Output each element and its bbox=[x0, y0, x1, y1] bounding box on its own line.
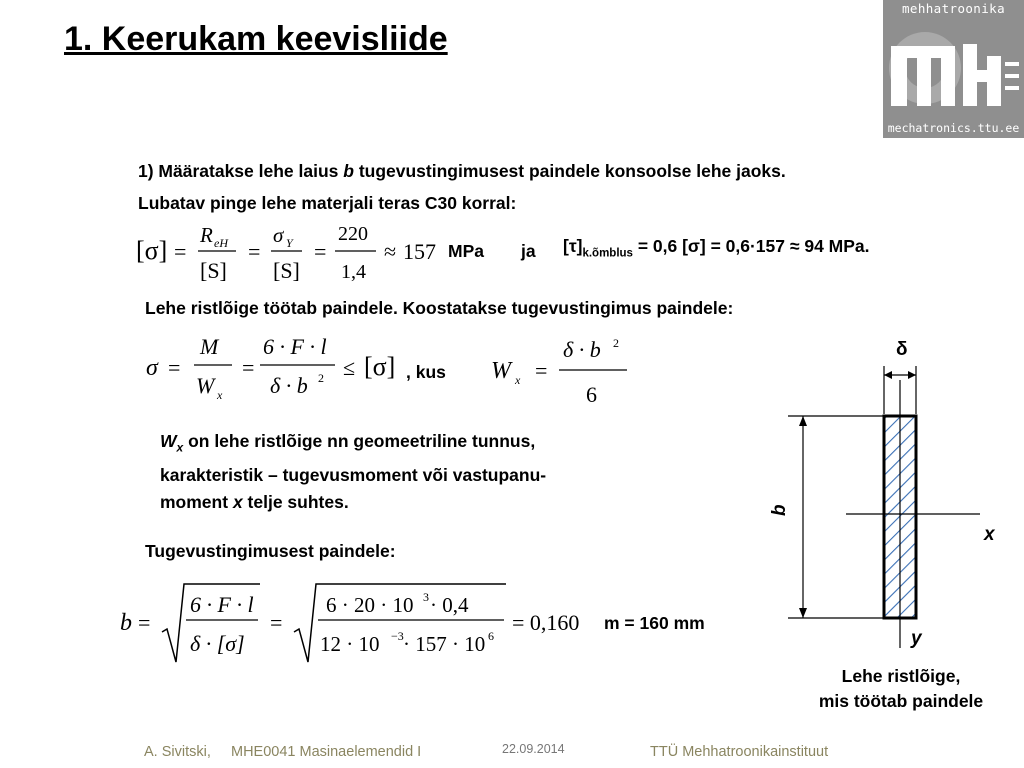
width-calculation-equation bbox=[112, 576, 602, 668]
allowable-stress-equation bbox=[130, 218, 550, 288]
footer-date: 22.09.2014 bbox=[502, 742, 565, 756]
svg-text:[σ]: [σ] bbox=[364, 352, 396, 381]
svg-text:6 · F · l: 6 · F · l bbox=[263, 334, 327, 359]
wx-description: $W_x$ on lehe ristlõige nn geomeetriline tunnus, karakteristik – tugevusmoment või vastupanu- moment x telje suhtes. bbox=[160, 431, 547, 512]
svg-text:=: = bbox=[138, 610, 151, 635]
weld-allowable-stress: $[\tau]_{k.õmblus} = 0,6$ [σ] = 0,6·157 ≈ 94 MPa. bbox=[563, 236, 870, 260]
strength-intro: Tugevustingimusest paindele: bbox=[145, 541, 396, 561]
eq1-lhs: [σ] bbox=[136, 236, 168, 265]
svg-text:=: = bbox=[270, 610, 283, 635]
svg-text:M: M bbox=[200, 334, 219, 359]
svg-text:12 · 10: 12 · 10 bbox=[320, 632, 380, 656]
svg-text:σ: σ bbox=[146, 355, 158, 381]
delta-label: δ bbox=[896, 339, 908, 360]
svg-text:−3: −3 bbox=[391, 629, 404, 643]
svg-text:Y: Y bbox=[286, 236, 293, 250]
svg-text:=: = bbox=[535, 358, 548, 383]
x-label: x bbox=[984, 524, 995, 545]
bending-strength-equation bbox=[140, 328, 480, 408]
svg-text:≈: ≈ bbox=[384, 239, 397, 264]
svg-text:eH: eH bbox=[214, 236, 228, 250]
svg-text:δ · [σ]: δ · [σ] bbox=[190, 631, 245, 656]
bending-intro: Lehe ristlõige töötab paindele. Koostatakse tugevustingimus paindele: bbox=[145, 298, 734, 318]
footer-author: A. Sivitski, bbox=[144, 744, 211, 760]
svg-text:6 · 20 · 10: 6 · 20 · 10 bbox=[326, 593, 414, 617]
svg-text:6 · F · l: 6 · F · l bbox=[190, 592, 254, 617]
b-label: b bbox=[769, 504, 790, 516]
svg-text:b: b bbox=[120, 610, 132, 636]
diagram-caption: Lehe ristlõige, mis töötab paindele bbox=[818, 666, 984, 711]
svg-text:3: 3 bbox=[423, 590, 429, 604]
svg-text:δ · b: δ · b bbox=[270, 373, 308, 398]
footer-course: MHE0041 Masinaelemendid I bbox=[231, 744, 422, 760]
logo bbox=[883, 0, 1024, 138]
cross-section-diagram bbox=[760, 330, 1024, 660]
svg-text:6: 6 bbox=[488, 629, 494, 643]
svg-text:R: R bbox=[200, 223, 213, 247]
svg-text:W: W bbox=[196, 373, 215, 398]
logo-top-text: mehhatroonika bbox=[901, 1, 1006, 16]
svg-text:σ: σ bbox=[273, 223, 284, 247]
svg-text:2: 2 bbox=[613, 336, 619, 350]
svg-text:=: = bbox=[174, 239, 187, 264]
svg-text:[S]: [S] bbox=[200, 258, 227, 283]
svg-text:=: = bbox=[242, 355, 255, 380]
eq2-kus: , kus bbox=[406, 362, 446, 382]
svg-text:1,4: 1,4 bbox=[341, 261, 366, 283]
logo-bottom-text: mechatronics.ttu.ee bbox=[887, 121, 1020, 135]
svg-text:157: 157 bbox=[403, 239, 436, 264]
svg-text:=: = bbox=[168, 355, 181, 380]
svg-text:x: x bbox=[217, 388, 223, 402]
svg-text:· 0,4: · 0,4 bbox=[430, 593, 469, 617]
width-result-mm: m = 160 mm bbox=[604, 613, 705, 633]
svg-text:[S]: [S] bbox=[273, 258, 300, 283]
svg-text:=: = bbox=[314, 239, 327, 264]
intro-line-2: Lubatav pinge lehe materjali teras C30 korral: bbox=[138, 193, 517, 213]
svg-text:=: = bbox=[248, 239, 261, 264]
svg-text:δ · b: δ · b bbox=[563, 337, 601, 362]
eq1-unit: MPa bbox=[448, 241, 484, 261]
svg-text:≤: ≤ bbox=[343, 355, 356, 380]
svg-text:2: 2 bbox=[318, 371, 324, 385]
svg-text:220: 220 bbox=[338, 223, 368, 245]
svg-text:6: 6 bbox=[586, 382, 597, 407]
svg-text:= 0,160: = 0,160 bbox=[512, 610, 580, 635]
svg-text:· 157 · 10: · 157 · 10 bbox=[403, 632, 486, 656]
footer-institute: TTÜ Mehhatroonikainstituut bbox=[650, 744, 829, 760]
svg-text:x: x bbox=[515, 373, 521, 387]
eq1-ja: ja bbox=[521, 241, 536, 261]
logo-mark bbox=[883, 16, 1024, 120]
intro-line-1: 1) Määratakse lehe laius b tugevustingimusest paindele konsoolse lehe jaoks. bbox=[138, 161, 786, 181]
y-label: y bbox=[911, 628, 922, 649]
svg-text:W: W bbox=[491, 358, 511, 384]
page-title: 1. Keerukam keevisliide bbox=[64, 20, 448, 58]
section-modulus-equation bbox=[485, 328, 645, 412]
